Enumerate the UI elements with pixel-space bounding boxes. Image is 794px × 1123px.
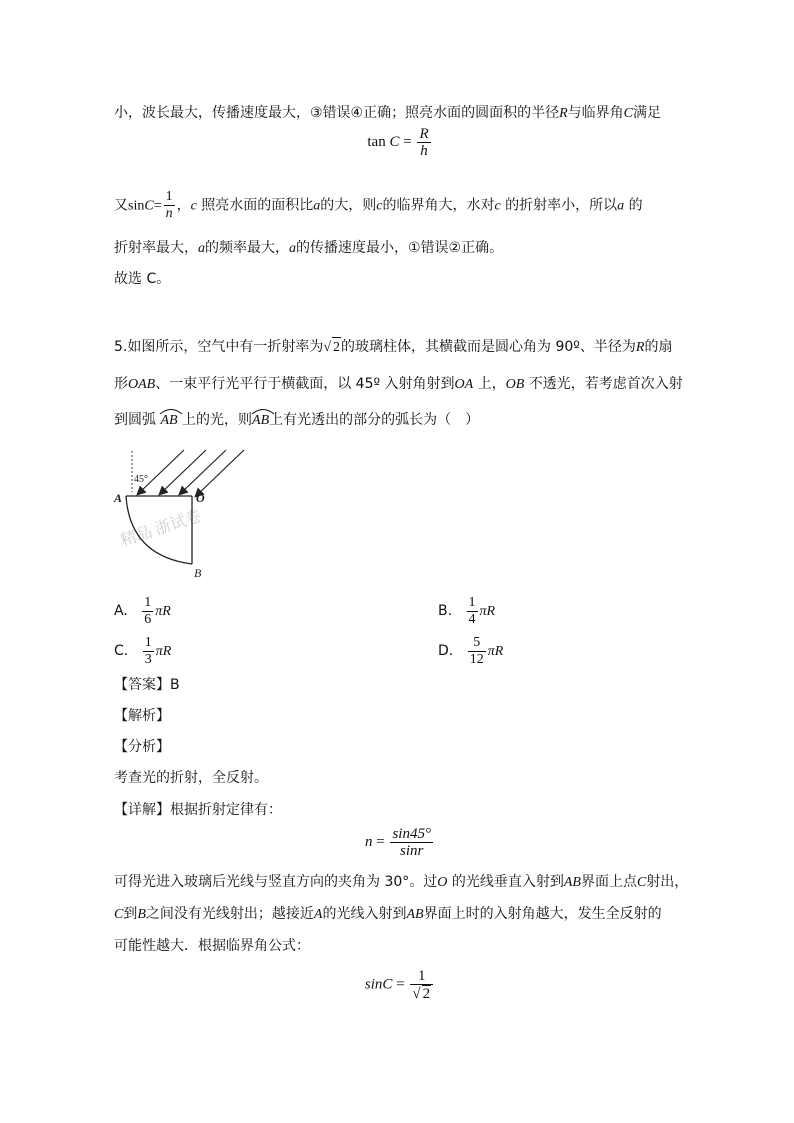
incident-ray [160,450,206,494]
text: 可得光进入玻璃后光线与竖直方向的夹角为 30°。过 [114,874,438,890]
answer-line [114,675,180,695]
question-5-line-2 [114,374,683,395]
denominator: 12 [469,651,484,667]
question-5-line-1: 5.如图所示，空气中有一折射率为√ 2的玻璃柱体，其横截而是圆心角为 90º、半径为R的扇 [114,337,672,358]
option-d[interactable] [438,634,503,669]
arc-AB [252,411,269,431]
arc-label: AB [160,413,178,428]
var-C: C [114,907,124,922]
text: 小，波长最大，传播速度最大，③错误④正确；照亮水面的圆面积的半径 [114,105,560,121]
option-b[interactable] [438,594,495,629]
formula-critical-angle: sinC = $\frac{1}{√ 2}$ [350,968,450,1002]
figure-sector-diagram [112,446,252,580]
option-tail: πR [155,644,172,659]
fenxi-tag-line [114,737,170,757]
text-line-1 [114,103,661,124]
arc-mark-icon [158,407,184,415]
answer-tag: 【答案】 [114,677,170,693]
option-a[interactable] [114,594,171,629]
text: 可能性越大．根据临界角公式： [114,938,310,954]
text-line-2 [114,189,643,222]
text: 的大，则 [320,197,377,214]
tan-label: tan [367,133,386,150]
formula-tan [360,126,440,159]
var-C: C [636,875,647,890]
answer-value: B [170,677,180,693]
text: 的折射率小，所以 [500,197,618,214]
text: 5.如图所示，空气中有一折射率为 [114,339,324,355]
var-AB: AB [563,875,581,890]
fenxi-tag: 【分析】 [114,739,170,755]
var-c: c [494,198,501,214]
text: 界面上时的入射角越大，发生全反射的 [423,906,662,922]
var-C: C [144,198,154,214]
numerator: 1 [144,634,152,650]
text: 之间没有光线射出；越接近 [145,906,314,922]
var-OB: OB [505,377,525,392]
var-a: a [289,241,296,256]
var-OA: OA [454,377,474,392]
denominator: 6 [144,611,152,627]
text: 形 [114,376,128,392]
numerator: 5 [473,634,481,650]
option-tail: πR [487,644,504,659]
var-C: C [389,133,400,150]
text-line-3 [114,238,503,259]
question-5-line-3 [114,410,479,431]
var-AB: AB [406,907,424,922]
sqrt-value: 2 [422,986,431,1002]
text: 界面上点 [580,874,637,890]
text: 的光线垂直入射到 [447,874,564,890]
var-OAB: OAB [128,377,156,392]
detail-paragraph-3 [114,936,310,956]
arc-mark-icon [250,407,276,415]
incident-ray [180,450,226,494]
label-B: B [194,566,202,580]
var-a: a [313,198,321,214]
numerator: sin45° [392,826,431,842]
text: 上， [473,376,506,392]
formula-refraction [350,826,450,859]
text: 不透光，若考虑首次入射 [524,376,683,392]
text: 折射率最大， [114,240,198,256]
denominator: sinr [390,842,433,859]
label-O: O [196,491,205,505]
option-tail: πR [155,604,171,619]
text: 的传播速度最小，①错误②正确。 [296,240,504,256]
var-R: R [559,106,568,121]
analysis-tag: 【解析】 [114,708,170,724]
equals: = [376,833,385,850]
text-line-4 [114,269,170,289]
denominator: n [165,206,173,221]
conclusion: 故选 C。 [114,271,171,287]
var-B: B [137,907,146,922]
numerator: 1 [144,594,152,610]
sqrt-value: 2 [332,337,341,358]
sinC-label: sinC [364,976,393,993]
equals: = [403,133,412,150]
arc-AB [160,411,177,431]
text: 的玻璃柱体，其横截而是圆心角为 90º、半径为 [341,339,636,355]
text: 与临界角 [567,105,624,121]
var-O: O [437,875,448,890]
text: ， [176,197,191,214]
text: 到圆弧 [114,412,156,428]
detail-paragraph-1 [114,872,688,893]
text: 的频率最大， [205,240,289,256]
var-A: A [313,907,323,922]
var-C: C [623,106,634,121]
numerator: 1 [468,594,476,610]
option-tail: πR [479,604,496,619]
detail-line [114,800,282,820]
text: 的临界角大，水对 [382,197,495,214]
var-R: R [635,340,645,355]
fenxi-line [114,768,268,788]
option-c[interactable] [114,634,171,669]
text: 到 [123,906,138,922]
text: 、一束平行光平行于横截面，以 45º 入射角射到 [155,376,455,392]
option-letter: A. [114,603,128,619]
watermark: 精品 浙试卷 [118,507,204,550]
text: 的光线入射到 [322,906,407,922]
text: 上的光，则 [182,412,253,428]
denominator: 3 [144,651,152,667]
equals: = [396,976,405,993]
numerator: 1 [165,189,173,204]
var-a: a [198,241,205,256]
text: 的扇 [644,339,673,355]
denominator: 4 [468,611,476,627]
option-letter: D. [438,643,454,659]
incident-ray [138,450,184,494]
sin-label: sin [128,198,145,214]
analysis-tag-line [114,706,170,726]
var-c: c [190,198,197,214]
option-letter: B. [438,603,453,619]
angle-label: 45° [134,474,148,485]
var-a: a [617,198,625,214]
fenxi-text: 考查光的折射，全反射。 [114,770,268,786]
detail-paragraph-2 [114,904,662,925]
text: 射出， [646,874,689,890]
arc-label: AB [252,413,270,428]
label-A: A [114,491,123,505]
detail-text: 根据折射定律有： [170,802,282,818]
option-letter: C. [114,643,129,659]
text: 的 [624,197,643,214]
text: 照亮水面的面积比 [196,197,314,214]
numerator: R [419,126,429,142]
detail-tag: 【详解】 [114,802,170,818]
text: 上有光透出的部分的弧长为（ ） [269,412,480,428]
numerator: 1 [417,968,426,984]
var-n: n [365,833,373,850]
equals: = [153,198,162,214]
denominator: h [417,142,430,159]
text: 又 [114,197,128,214]
text: 满足 [633,105,662,121]
incident-ray [196,450,244,496]
var-c: c [376,198,383,214]
